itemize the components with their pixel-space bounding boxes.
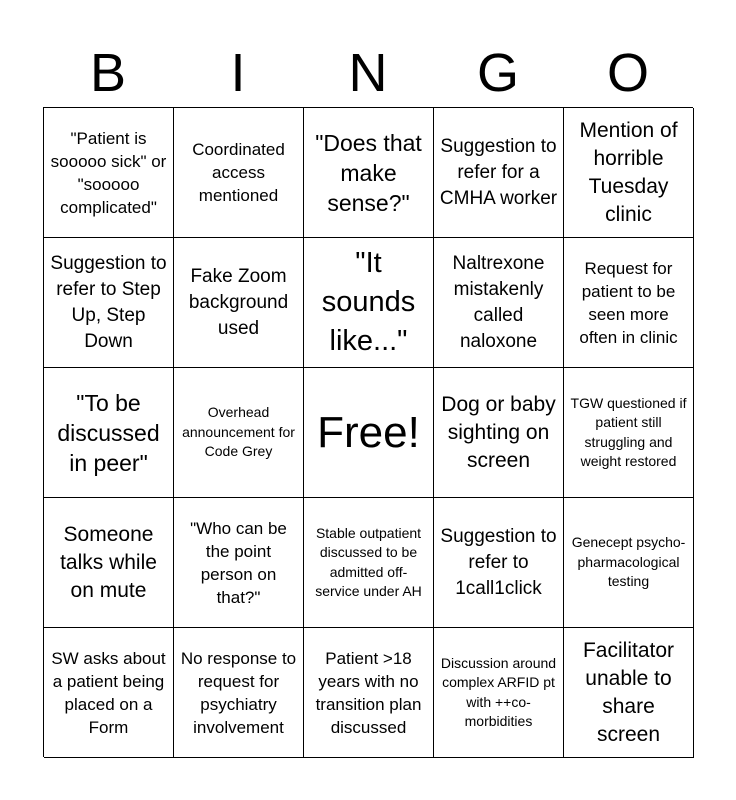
cell-label: Patient >18 years with no transition plan discussed: [315, 648, 422, 737]
cell-label: Discussion around complex ARFID pt with ++co-morbidities: [440, 654, 557, 729]
bingo-cell[interactable]: [304, 628, 434, 758]
cell-label: Coordinated access mentioned: [192, 140, 285, 205]
cell-label: Someone talks while on mute: [60, 522, 157, 602]
cell-label: Genecept psycho-pharmacological testing: [571, 534, 686, 590]
bingo-cell[interactable]: [174, 628, 304, 758]
bingo-cell[interactable]: [434, 108, 564, 238]
bingo-cell[interactable]: [434, 628, 564, 758]
cell-label: No response to request for psychiatry involvement: [180, 648, 297, 737]
header-letter-b: B: [89, 43, 127, 103]
cell-label: Fake Zoom background used: [188, 265, 289, 339]
bingo-cell[interactable]: [174, 108, 304, 238]
cell-label: "Patient is sooooo sick" or "sooooo complicated": [50, 128, 167, 217]
header-letter-n: N: [348, 43, 388, 103]
bingo-cell[interactable]: [174, 368, 304, 498]
bingo-cell[interactable]: [304, 108, 434, 238]
cell-label: Naltrexone mistakenly called naloxone: [452, 252, 545, 352]
bingo-cell[interactable]: [564, 498, 694, 628]
bingo-cell[interactable]: [44, 238, 174, 368]
cell-label: TGW questioned if patient still struggling and weight restored: [570, 394, 687, 469]
cell-label: Mention of horrible Tuesday clinic: [579, 118, 678, 226]
bingo-cell[interactable]: [564, 628, 694, 758]
cell-label: "It sounds like...": [321, 247, 416, 357]
bingo-cell[interactable]: [44, 368, 174, 498]
free-space-label: Free!: [317, 407, 420, 457]
bingo-cell[interactable]: [434, 368, 564, 498]
cell-label: Facilitator unable to share screen: [582, 638, 675, 746]
bingo-board: [43, 107, 693, 757]
bingo-cell[interactable]: [44, 108, 174, 238]
free-space-cell[interactable]: [304, 368, 434, 498]
header-letter-i: I: [230, 43, 246, 103]
cell-label: Suggestion to refer to Step Up, Step Down: [50, 252, 167, 352]
cell-label: Request for patient to be seen more often in clinic: [579, 258, 678, 347]
cell-label: "Who can be the point person on that?": [190, 518, 287, 607]
cell-label: SW asks about a patient being placed on a Form: [51, 648, 166, 737]
bingo-cell[interactable]: [564, 368, 694, 498]
cell-label: "Does that make sense?": [315, 129, 422, 216]
bingo-cell[interactable]: [434, 238, 564, 368]
bingo-cell[interactable]: [174, 238, 304, 368]
cell-label: Dog or baby sighting on screen: [441, 392, 556, 472]
bingo-cell[interactable]: [434, 498, 564, 628]
bingo-cell[interactable]: [564, 238, 694, 368]
header-letter-g: G: [476, 43, 519, 103]
cell-label: Overhead announcement for Code Grey: [182, 404, 295, 460]
header-letter-o: O: [606, 43, 649, 103]
bingo-cell[interactable]: [564, 108, 694, 238]
bingo-cell[interactable]: [174, 498, 304, 628]
cell-label: Suggestion to refer for a CMHA worker: [439, 135, 558, 209]
cell-label: Suggestion to refer to 1call1click: [440, 525, 557, 599]
bingo-cell[interactable]: [304, 498, 434, 628]
bingo-cell[interactable]: [44, 628, 174, 758]
bingo-header: [43, 40, 693, 106]
cell-label: Stable outpatient discussed to be admitted off-service under AH: [315, 524, 422, 599]
cell-label: "To be discussed in peer": [57, 389, 160, 476]
bingo-cell[interactable]: [44, 498, 174, 628]
bingo-cell[interactable]: [304, 238, 434, 368]
